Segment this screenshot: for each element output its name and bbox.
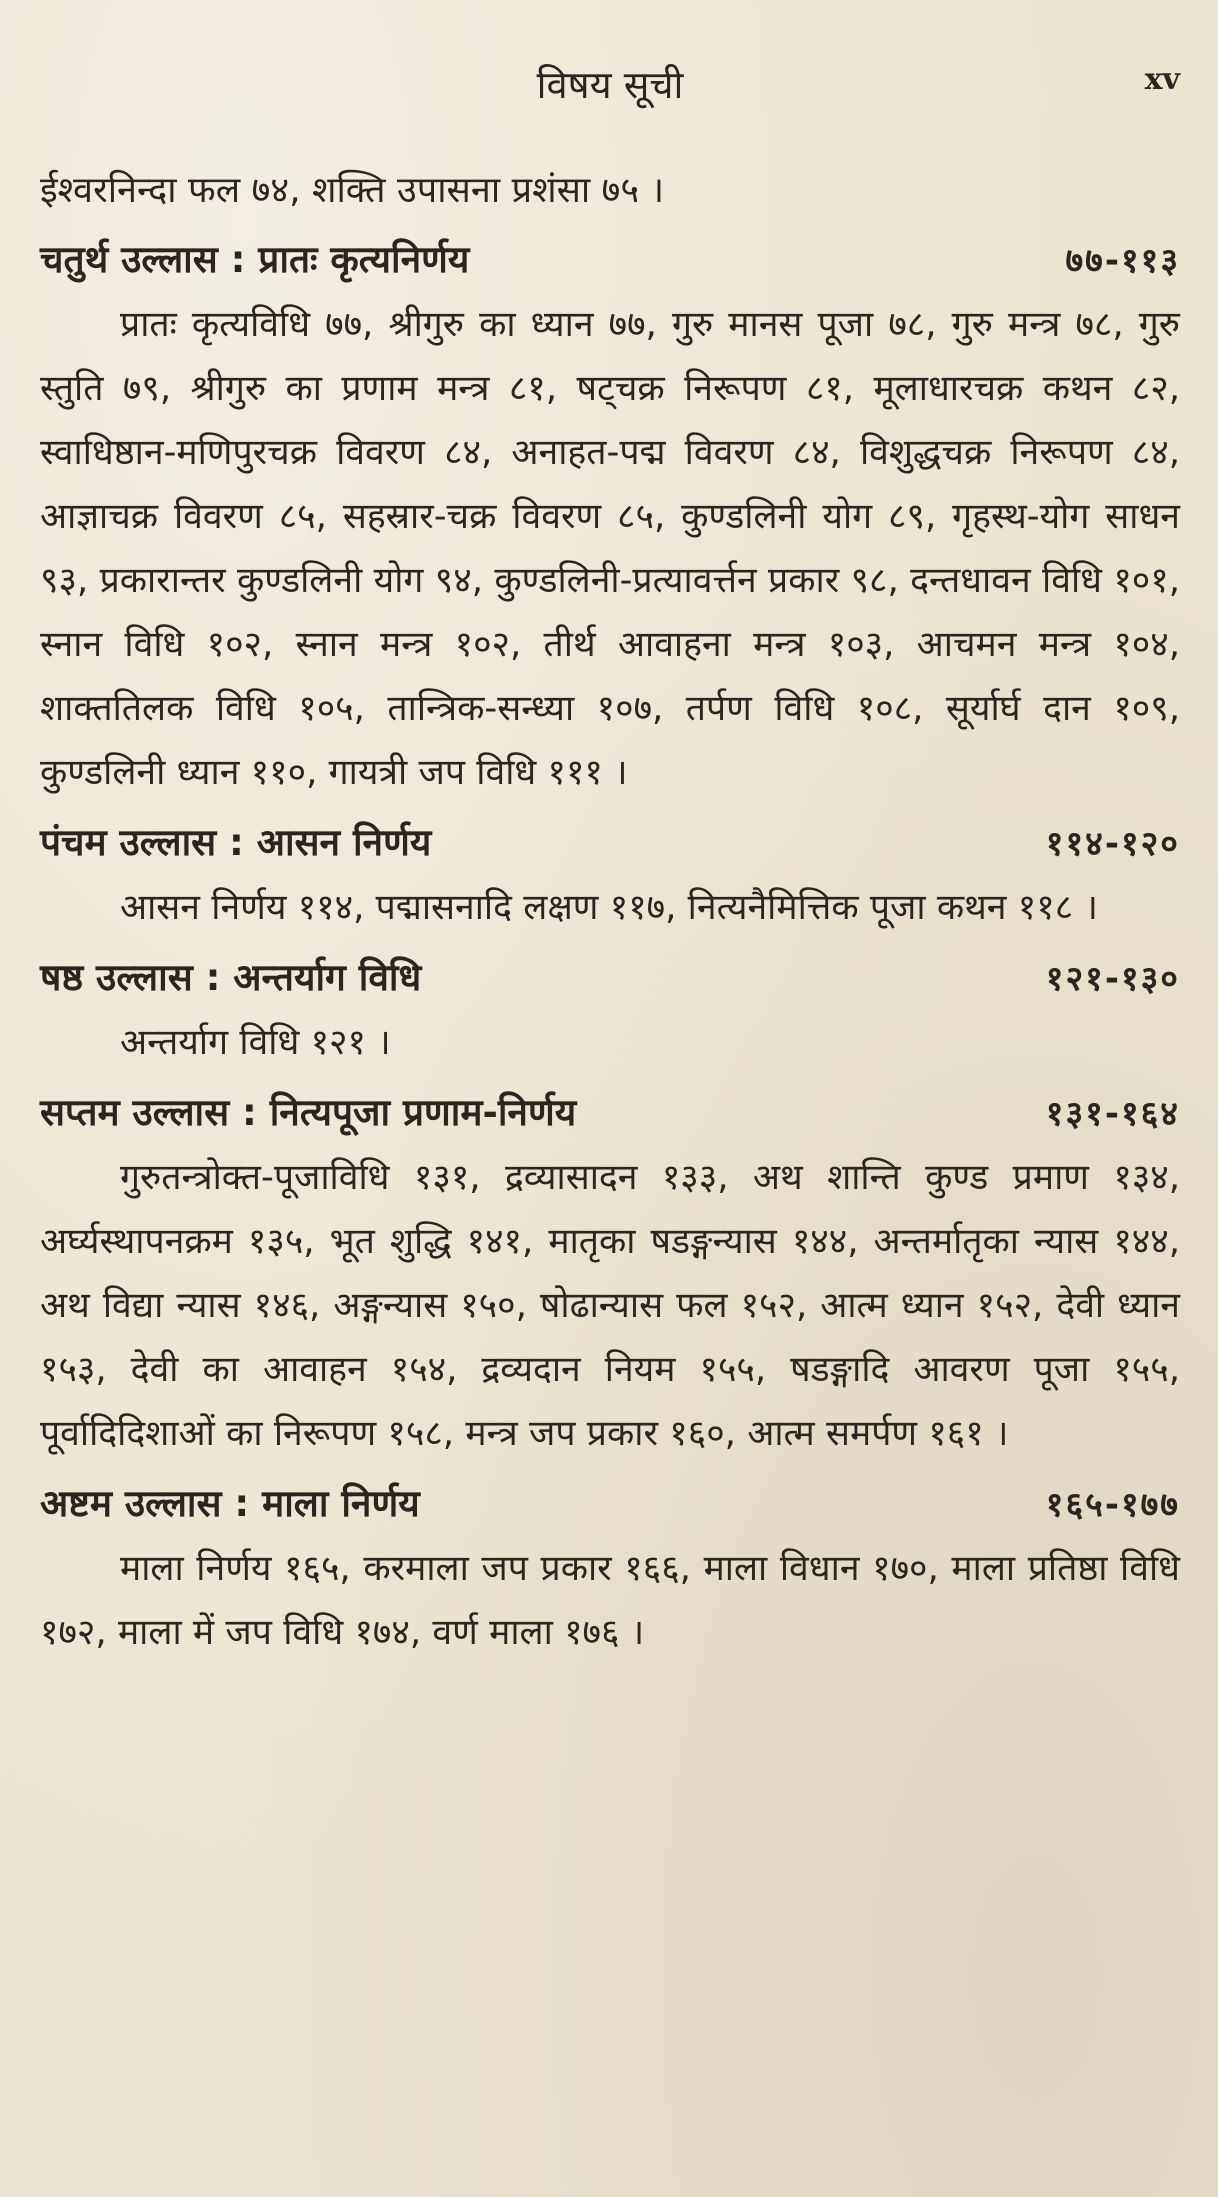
section-page-range: ७७-११३ bbox=[1065, 241, 1180, 281]
section-entries: अन्तर्याग विधि १२१ । bbox=[120, 1022, 391, 1063]
section-page-range: ११४-१२० bbox=[1045, 824, 1180, 864]
toc-section-shashth bbox=[40, 946, 1180, 1075]
section-heading: सप्तम उल्लास : नित्यपूजा प्रणाम-निर्णय bbox=[40, 1091, 577, 1134]
section-heading-row bbox=[40, 1081, 1180, 1146]
section-heading: पंचम उल्लास : आसन निर्णय bbox=[40, 821, 432, 864]
section-heading-row bbox=[40, 228, 1180, 293]
toc-section-saptam bbox=[40, 1081, 1180, 1466]
section-page-range: १६५-१७७ bbox=[1045, 1485, 1180, 1525]
page-header bbox=[40, 58, 1180, 118]
page-title: विषय सूची bbox=[536, 63, 684, 107]
section-entries: गुरुतन्त्रोक्त-पूजाविधि १३१, द्रव्यासादन १३३, अथ शान्ति कुण्ड प्रमाण १३४, अर्घ्यस्थापनक्रम १३५, भूत शुद्धि १४१, मातृका षडङ्गन्यास १४४, अन्तर्मातृका न्यास १४४, अथ विद्या न्यास १४६, अङ्गन्यास १५०, षोढान्यास फल १५२, आत्म ध्यान १५२, देवी ध्यान १५३, देवी का आवाहन १५४, द्रव्यदान नियम १५५, षडङ्गादि आवरण पूजा १५५, पूर्वादिदिशाओं का निरूपण १५८, मन्त्र जप प्रकार १६०, आत्म समर्पण १६१ । bbox=[40, 1157, 1180, 1454]
toc-section-chaturth bbox=[40, 228, 1180, 805]
page-number: xv bbox=[1144, 62, 1180, 97]
section-page-range: १३१-१६४ bbox=[1045, 1094, 1180, 1134]
section-heading: षष्ठ उल्लास : अन्तर्याग विधि bbox=[40, 956, 422, 999]
table-of-contents bbox=[40, 160, 1180, 1665]
section-entries: प्रातः कृत्यविधि ७७, श्रीगुरु का ध्यान ७७, गुरु मानस पूजा ७८, गुरु मन्त्र ७८, गुरु स्तुति ७९, श्रीगुरु का प्रणाम मन्त्र ८१, षट्चक्र निरूपण ८१, मूलाधारचक्र कथन ८२, स्वाधिष्ठान-मणिपुरचक्र विवरण ८४, अनाहत-पद्म विवरण ८४, विशुद्धचक्र निरूपण ८४, आज्ञाचक्र विवरण ८५, सहस्रार-चक्र विवरण ८५, कुण्डलिनी योग ८९, गृहस्थ-योग साधन ९३, प्रकारान्तर कुण्डलिनी योग ९४, कुण्डलिनी-प्रत्यावर्त्तन प्रकार ९८, दन्तधावन विधि १०१, स्नान विधि १०२, स्नान मन्त्र १०२, तीर्थ आवाहना मन्त्र १०३, आचमन मन्त्र १०४, शाक्ततिलक विधि १०५, तान्त्रिक-सन्ध्या १०७, तर्पण विधि १०८, सूर्यार्घ दान १०९, कुण्डलिनी ध्यान ११०, गायत्री जप विधि १११ । bbox=[40, 304, 1180, 793]
section-heading-row bbox=[40, 946, 1180, 1011]
section-heading-row bbox=[40, 811, 1180, 876]
section-heading: अष्टम उल्लास : माला निर्णय bbox=[40, 1482, 420, 1525]
section-heading: चतुर्थ उल्लास : प्रातः कृत्यनिर्णय bbox=[40, 238, 470, 281]
toc-section-pancham bbox=[40, 811, 1180, 940]
section-heading-row bbox=[40, 1472, 1180, 1537]
section-entries: आसन निर्णय ११४, पद्मासनादि लक्षण ११७, नित्यनैमित्तिक पूजा कथन ११८ । bbox=[120, 887, 1098, 928]
section-entries: माला निर्णय १६५, करमाला जप प्रकार १६६, माला विधान १७०, माला प्रतिष्ठा विधि १७२, माला में जप विधि १७४, वर्ण माला १७६ । bbox=[40, 1548, 1180, 1653]
section-page-range: १२१-१३० bbox=[1045, 959, 1180, 999]
toc-section-ashtam bbox=[40, 1472, 1180, 1665]
continued-entries: ईश्वरनिन्दा फल ७४, शक्ति उपासना प्रशंसा ७५ । bbox=[40, 170, 665, 211]
